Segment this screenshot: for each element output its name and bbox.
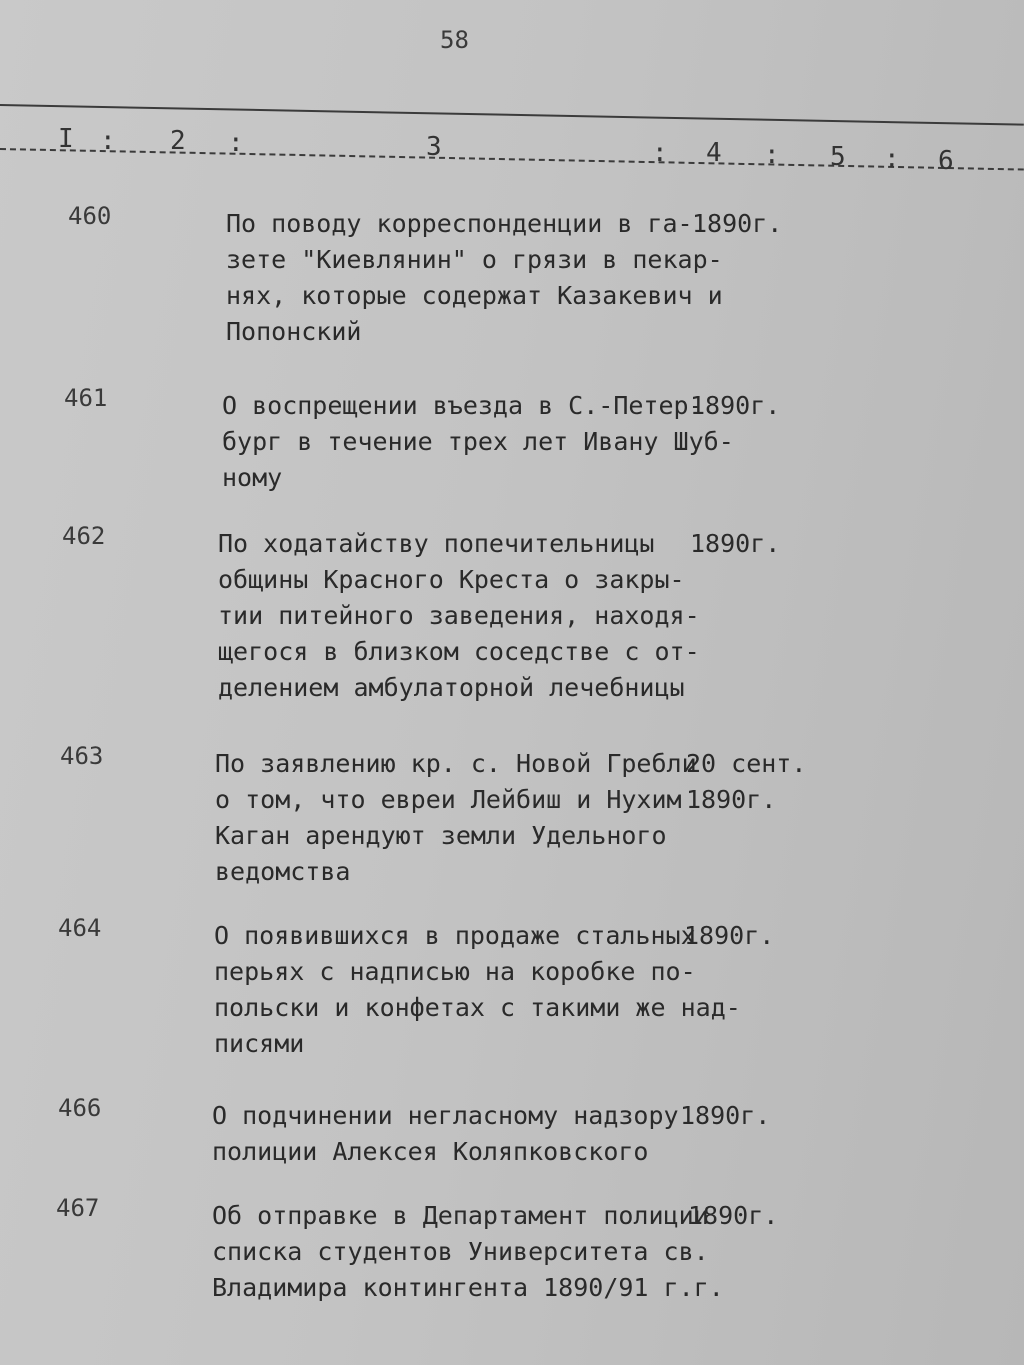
- description-line: О воспрещении въезда в С.-Петер-: [222, 391, 704, 420]
- entry-date: [680, 1098, 810, 1134]
- description-line: польски и конфетах с такими же над-: [214, 993, 741, 1022]
- description-line: Владимира контингента 1890/91 г.г.: [212, 1273, 724, 1302]
- entry-description: [222, 388, 734, 496]
- date-line: 1890г.: [688, 1201, 779, 1230]
- column-separator: :: [652, 138, 668, 168]
- entry-number: 466: [58, 1094, 102, 1122]
- date-line: 1890г.: [690, 529, 781, 558]
- description-line: Каган арендуют земли Удельного: [215, 821, 667, 850]
- entry-date: [690, 526, 820, 562]
- description-line: списка студентов Университета св.: [212, 1237, 709, 1266]
- description-line: По поводу корреспонденции в га-: [226, 209, 693, 238]
- description-line: О подчинении негласному надзору: [212, 1101, 679, 1130]
- column-header-2: 2: [170, 126, 186, 156]
- column-separator: :: [884, 144, 900, 174]
- entry-number: 461: [64, 384, 108, 412]
- description-line: ведомства: [215, 857, 351, 886]
- date-line: 1890г.: [692, 209, 783, 238]
- page-number: 58: [440, 26, 469, 54]
- entry-description: [226, 206, 723, 350]
- column-header-6: 6: [938, 146, 954, 176]
- entry-number: 462: [62, 522, 106, 550]
- description-line: бург в течение трех лет Ивану Шуб-: [222, 427, 734, 456]
- entry-date: [688, 1198, 818, 1234]
- column-header-5: 5: [830, 142, 846, 172]
- description-line: ному: [222, 463, 283, 492]
- entry-number: 460: [68, 202, 112, 230]
- column-separator: :: [764, 140, 780, 170]
- column-header-4: 4: [706, 138, 722, 168]
- entry-description: [218, 526, 698, 706]
- entry-description: [212, 1098, 692, 1170]
- date-line: 1890г.: [690, 391, 781, 420]
- entry-date: [692, 206, 822, 242]
- description-line: общины Красного Креста о закры-: [218, 565, 685, 594]
- entry-description: [212, 1198, 724, 1306]
- description-line: зете "Киевлянин" о грязи в пекар-: [226, 245, 723, 274]
- description-line: тии питейного заведения, находя-: [218, 601, 700, 630]
- description-line: нях, которые содержат Казакевич и: [226, 281, 723, 310]
- header-top-rule: [0, 104, 1024, 126]
- column-header-1: I: [58, 124, 74, 154]
- entry-date: [690, 388, 820, 424]
- date-line: 1890г.: [680, 1101, 771, 1130]
- description-line: щегося в близком соседстве с от-: [218, 637, 700, 666]
- entry-number: 467: [56, 1194, 100, 1222]
- description-line: писями: [214, 1029, 305, 1058]
- entry-number: 463: [60, 742, 104, 770]
- entry-number: 464: [58, 914, 102, 942]
- description-line: делением амбулаторной лечебницы: [218, 673, 685, 702]
- date-line: 20 сент.: [686, 749, 807, 778]
- column-separator: :: [228, 128, 244, 158]
- entry-date: [684, 918, 814, 954]
- description-line: По заявлению кр. с. Новой Гребли: [215, 749, 697, 778]
- column-header-3: 3: [426, 132, 442, 162]
- description-line: полиции Алексея Коляпковского: [212, 1137, 649, 1166]
- column-separator: :: [100, 126, 116, 156]
- description-line: Попонский: [226, 317, 362, 346]
- description-line: о том, что евреи Лейбиш и Нухим: [215, 785, 682, 814]
- description-line: перьях с надписью на коробке по-: [214, 957, 696, 986]
- date-line: 1890г.: [686, 785, 777, 814]
- entry-description: [215, 746, 695, 890]
- description-line: Об отправке в Департамент полиции: [212, 1201, 709, 1230]
- entry-date: [686, 746, 816, 818]
- date-line: 1890г.: [684, 921, 775, 950]
- description-line: О появившихся в продаже стальных: [214, 921, 696, 950]
- description-line: По ходатайству попечительницы: [218, 529, 655, 558]
- column-header-row: [0, 124, 1024, 176]
